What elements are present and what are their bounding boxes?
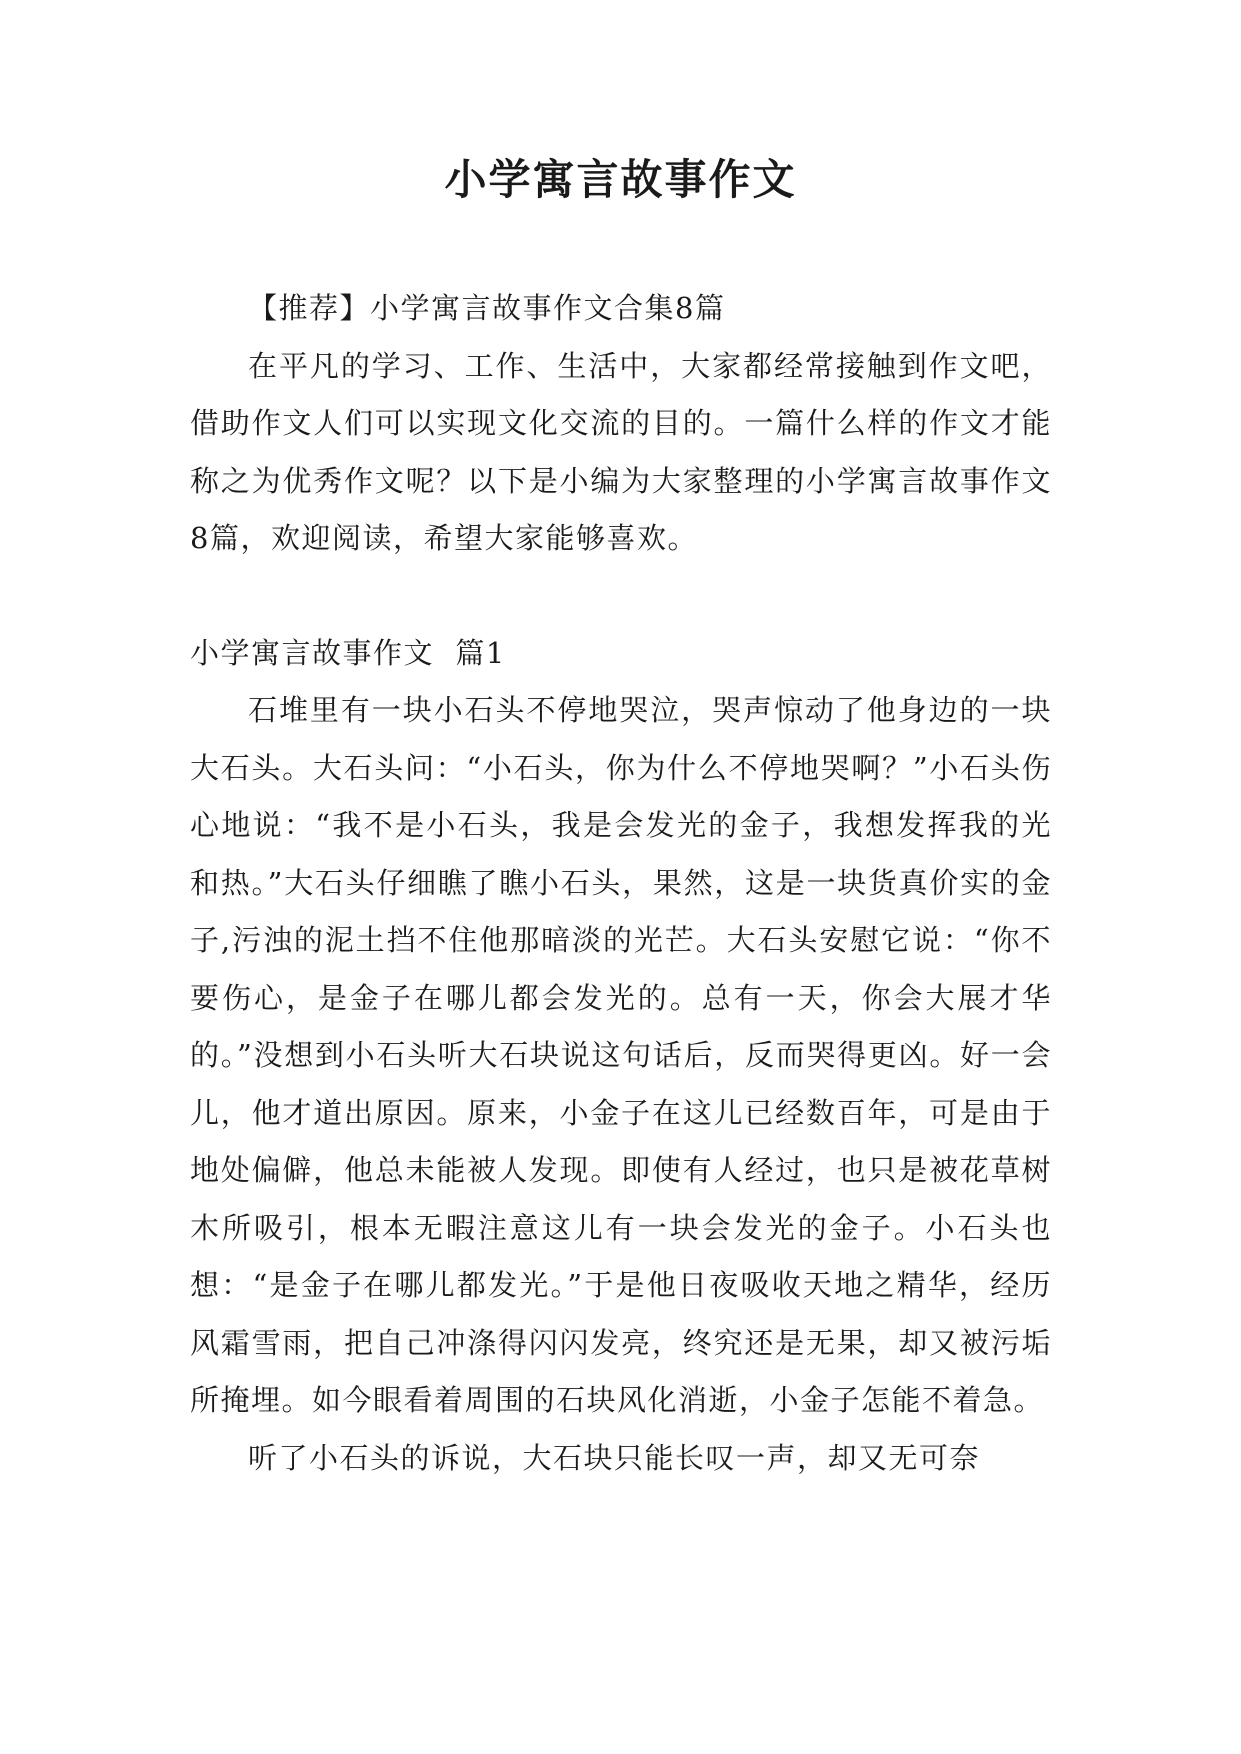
section-paragraph: 听了小石头的诉说，大石块只能长叹一声，却又无可奈 xyxy=(248,1440,981,1475)
intro-line: 【推荐】小学寓言故事作文合集8篇 xyxy=(248,291,726,325)
section-paragraph: 石堆里有一块小石头不停地哭泣，哭声惊动了他身边的一块大石头。大石头问：“小石头，你为什么不停地哭啊？”小石头伤心地说：“我不是小石头，我是会发光的金子，我想发挥我的光和热。”大石头仔细瞧了瞧小石头，果然，这是一块货真价实的金子,污浊的泥土挡不住他那暗淡的光芒。大石头安慰它说：“你不要伤心，是金子在哪儿都会发光的。总有一天，你会大展才华的。”没想到小石头听大石块说这句话后，反而哭得更凶。好一会儿，他才道出原因。原来，小金子在这儿已经数百年，可是由于地处偏僻，他总未能被人发现。即使有人经过，也只是被花草树木所吸引，根本无暇注意这儿有一块会发光的金子。小石头也想：“是金子在哪儿都发光。”于是他日夜吸收天地之精华，经历风霜雪雨，把自己冲涤得闪闪发亮，终究还是无果，却又被污垢所掩埋。如今眼看着周围的石块风化消逝，小金子怎能不着急。 xyxy=(190,693,1052,1417)
section-heading: 小学寓言故事作文 篇1 xyxy=(190,635,506,670)
document-body xyxy=(190,280,1052,1487)
intro-paragraph: 在平凡的学习、工作、生活中，大家都经常接触到作文吧，借助作文人们可以实现文化交流的目的。一篇什么样的作文才能称之为优秀作文呢？以下是小编为大家整理的小学寓言故事作文8篇，欢迎阅读，希望大家能够喜欢。 xyxy=(190,348,1052,555)
document-title: 小学寓言故事作文 xyxy=(444,155,797,204)
